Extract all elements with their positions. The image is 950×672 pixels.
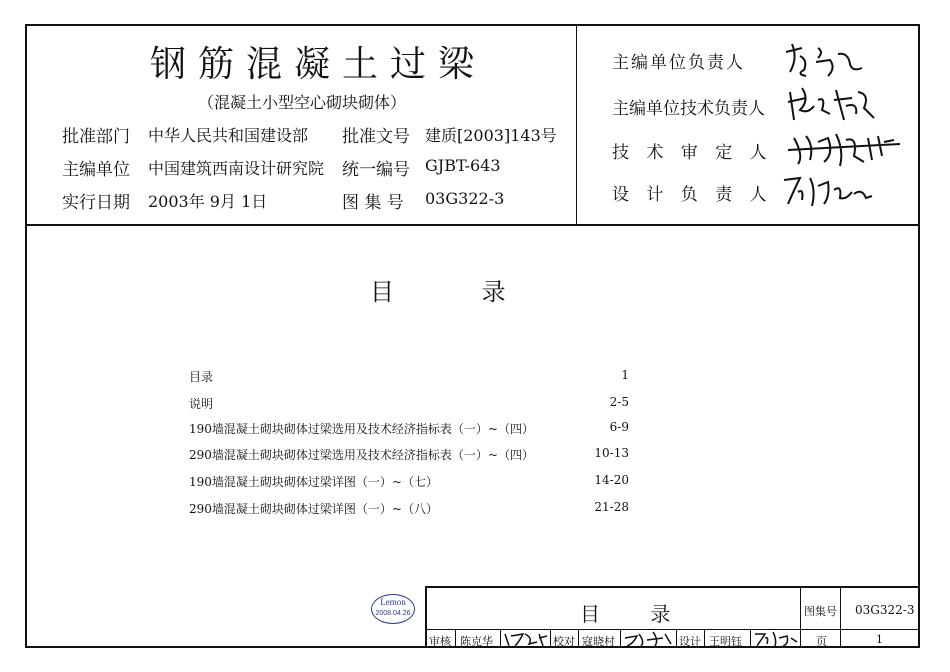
toc-item-text: 190墙混凝土砌块砌体过梁详图（一）~（七） xyxy=(189,475,438,489)
design-label: 设计 xyxy=(679,635,701,648)
toc-item-pages: 1 xyxy=(621,368,629,382)
tb-sep xyxy=(750,630,751,648)
lemon-stamp xyxy=(371,594,415,624)
toc-item-text: 目录 xyxy=(189,370,214,384)
unified-no-label: 统一编号 xyxy=(342,160,410,180)
toc-item-pages: 2-5 xyxy=(609,395,629,409)
tb-sep xyxy=(500,630,501,648)
effective-date-value: 2003年 9月 1日 xyxy=(148,192,268,211)
atlas-no-value: 03G322-3 xyxy=(425,189,505,208)
tb-left-rule xyxy=(425,586,427,648)
toc-item-pages: 14-20 xyxy=(594,473,629,487)
atlas-title: 钢筋混凝土过梁 xyxy=(150,44,487,85)
signature-tech-review xyxy=(784,126,904,170)
signature-chief-tech xyxy=(784,80,880,126)
toc-item-pages: 6-9 xyxy=(609,420,629,434)
reviewer-signature xyxy=(503,630,549,648)
unified-no-value: GJBT-643 xyxy=(425,156,501,175)
toc-item-pages: 21-28 xyxy=(594,500,629,514)
tb-top-rule xyxy=(425,586,920,588)
reviewer-name: 陈克华 xyxy=(460,635,493,648)
designer-name: 王明钰 xyxy=(709,635,742,648)
tb-sep xyxy=(550,630,551,648)
toc-item-text: 290墙混凝土砌块砌体过梁选用及技术经济指标表（一）~（四） xyxy=(189,448,534,462)
approval-doc-value: 建质[2003]143号 xyxy=(425,126,557,145)
chief-editor-label: 主编单位负责人 xyxy=(612,53,745,73)
toc-item-text: 190墙混凝土砌块砌体过梁选用及技术经济指标表（一）~（四） xyxy=(189,422,534,436)
tb-col-rule-2 xyxy=(840,586,841,648)
tb-sep xyxy=(578,630,579,648)
review-label: 审核 xyxy=(429,635,451,648)
toc-item-pages: 10-13 xyxy=(594,446,629,460)
design-lead-label: 设 计 负 责 人 xyxy=(612,185,773,205)
toc-item-text: 290墙混凝土砌块砌体过梁详图（一）~（八） xyxy=(189,502,438,516)
editor-unit-label: 主编单位 xyxy=(62,160,130,180)
tb-col-rule-1 xyxy=(800,586,801,648)
tech-review-label: 技 术 审 定 人 xyxy=(612,143,773,163)
effective-date-label: 实行日期 xyxy=(62,193,130,213)
designer-signature xyxy=(753,630,799,648)
atlas-subtitle: （混凝土小型空心砌块砌体） xyxy=(198,93,407,112)
toc-item-text: 说明 xyxy=(189,397,214,411)
atlas-no-label: 图 集 号 xyxy=(342,193,404,213)
editor-unit-value: 中国建筑西南设计研究院 xyxy=(148,159,325,178)
stamp-name: Lemon xyxy=(380,597,406,607)
check-label: 校对 xyxy=(553,635,575,648)
sheet-title: 目 录 xyxy=(580,602,693,626)
tb-sep xyxy=(704,630,705,648)
approval-doc-label: 批准文号 xyxy=(342,127,410,147)
header-bottom-rule xyxy=(25,224,920,226)
tb-sep xyxy=(455,630,456,648)
tb-sep xyxy=(676,630,677,648)
approval-dept-value: 中华人民共和国建设部 xyxy=(148,126,309,145)
checker-signature xyxy=(623,630,675,648)
page-number: 1 xyxy=(876,633,883,646)
signature-design-lead xyxy=(780,170,876,210)
toc-heading: 目 录 xyxy=(370,278,546,306)
atlas-no-label-tb: 图集号 xyxy=(804,605,837,618)
chief-tech-label: 主编单位技术负责人 xyxy=(612,99,765,119)
approval-dept-label: 批准部门 xyxy=(62,127,130,147)
checker-name: 寇晓村 xyxy=(582,635,615,648)
header-divider xyxy=(576,24,577,224)
atlas-no-tb: 03G322-3 xyxy=(855,603,915,617)
page-label: 页 xyxy=(816,635,827,648)
tb-sep xyxy=(620,630,621,648)
stamp-date: 2008.04.26 xyxy=(375,610,411,617)
signature-chief-editor xyxy=(778,38,868,80)
